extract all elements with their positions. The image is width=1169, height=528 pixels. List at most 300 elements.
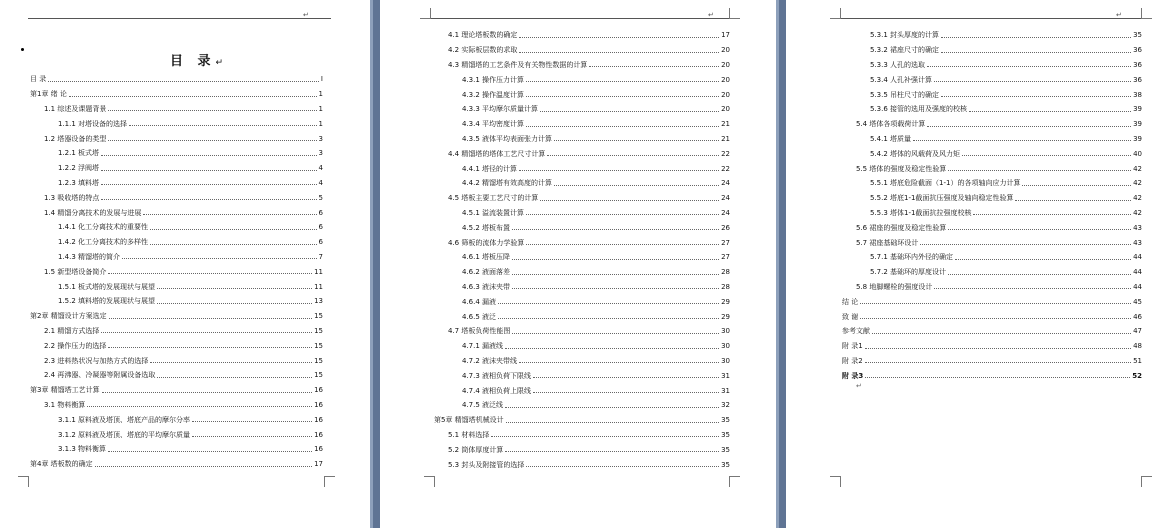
toc-entry-label: 第5章 精馏塔机械设计 [434, 416, 504, 425]
toc-entry[interactable] [30, 294, 323, 309]
toc-entry-label: 4.1 理论塔板数的确定 [448, 31, 518, 40]
toc-dot-leader [920, 244, 1131, 245]
toc-entry-label: 1.1 综述及课题背景 [44, 104, 107, 113]
toc-dot-leader [941, 52, 1131, 53]
toc-dot-leader [526, 81, 719, 82]
toc-dot-leader [948, 274, 1131, 275]
toc-dot-leader [150, 229, 316, 230]
toc-entry-label: 5.4.1 塔质量 [870, 134, 912, 143]
toc-entry-label: 5.7.2 基础环的厚度设计 [870, 268, 947, 277]
toc-entry-page-number: 52 [1132, 371, 1142, 380]
toc-dot-leader [101, 199, 316, 200]
toc-entry[interactable] [434, 250, 730, 265]
toc-dot-leader [948, 229, 1131, 230]
toc-entry-label: 4.7.5 液泛线 [462, 401, 504, 410]
toc-entry[interactable] [434, 117, 730, 132]
toc-dot-leader [192, 436, 312, 437]
toc-entry[interactable] [434, 220, 730, 235]
toc-entry[interactable] [30, 412, 323, 427]
toc-entry-label: 4.5.1 溢流装置计算 [462, 208, 525, 217]
toc-entry-label: 2.2 操作压力的选择 [44, 341, 107, 350]
toc-dot-leader [69, 96, 317, 97]
toc-dot-leader [519, 170, 719, 171]
toc-entry-label: 1.4.3 精馏塔的简介 [58, 252, 121, 261]
toc-entry[interactable] [434, 265, 730, 280]
toc-entry[interactable] [842, 368, 1142, 383]
toc-entry[interactable] [434, 457, 730, 472]
toc-entry[interactable] [30, 368, 323, 383]
toc-dot-leader [860, 303, 1131, 304]
toc-dot-leader [934, 81, 1131, 82]
toc-dot-leader [540, 111, 719, 112]
toc-entry[interactable] [842, 28, 1142, 43]
toc-entry-label: 1.3 吸收塔的特点 [44, 193, 100, 202]
toc-dot-leader [108, 140, 316, 141]
toc-dot-leader [948, 170, 1131, 171]
toc-entry-page-number: 36 [1133, 75, 1142, 84]
toc-entry-page-number: 7 [318, 252, 323, 261]
toc-dot-leader [505, 348, 719, 349]
toc-entry-label: 4.4.1 塔径的计算 [462, 164, 518, 173]
toc-dot-leader [87, 406, 312, 407]
toc-entry[interactable] [434, 428, 730, 443]
toc-entry[interactable] [434, 102, 730, 117]
toc-entry-page-number: 6 [318, 238, 323, 247]
toc-entry-page-number: 44 [1133, 253, 1142, 262]
toc-dot-leader [506, 422, 719, 423]
toc-entry-page-number: 29 [721, 312, 730, 321]
toc-dot-leader [519, 37, 719, 38]
toc-entry-label: 5.3.4 人孔补强计算 [870, 75, 933, 84]
toc-entry[interactable] [434, 398, 730, 413]
toc-dot-leader [150, 244, 316, 245]
toc-entry[interactable] [434, 354, 730, 369]
toc-entry-page-number: 44 [1133, 282, 1142, 291]
toc-entry[interactable] [30, 190, 323, 205]
toc-entry-label: 4.3.4 平均密度计算 [462, 120, 525, 129]
toc-entry[interactable] [434, 309, 730, 324]
toc-entry-page-number: 11 [314, 282, 323, 291]
toc-entry-page-number: 6 [318, 223, 323, 232]
toc-entry-label: 2.1 精馏方式选择 [44, 326, 100, 335]
toc-dot-leader [547, 155, 719, 156]
toc-heading [170, 50, 223, 69]
toc-entry[interactable] [842, 58, 1142, 73]
toc-entry[interactable] [30, 398, 323, 413]
toc-entry-page-number: 35 [1133, 31, 1142, 40]
toc-entry[interactable] [30, 72, 323, 87]
toc-entry-label: 4.4.2 精馏塔有效高度的计算 [462, 179, 553, 188]
toc-heading-text: 目 录 [170, 54, 216, 69]
toc-dot-leader [865, 377, 1130, 378]
toc-entry-label: 4.6.2 液面落差 [462, 268, 511, 277]
toc-entry-label: 3.1.1 原料液及塔顶、塔底产品的摩尔分率 [58, 415, 191, 424]
toc-dot-leader [526, 244, 719, 245]
toc-entry-label: 5.2 筒体厚度计算 [448, 445, 504, 454]
toc-entry-label: 1.1.1 对塔设备的选择 [58, 119, 128, 128]
toc-entry-label: 1.4.1 化工分离技术的重要性 [58, 223, 149, 232]
toc-entry-page-number: 13 [314, 297, 323, 306]
toc-entry-label: 5.5.1 塔底危险截面（1-1）的各项轴向应力计算 [870, 179, 1021, 188]
toc-entry[interactable] [434, 43, 730, 58]
toc-dot-leader [934, 288, 1131, 289]
toc-entry[interactable] [842, 324, 1142, 339]
toc-entry-page-number: 35 [721, 460, 730, 469]
toc-entry-page-number: 15 [314, 356, 323, 365]
toc-list-page-2 [434, 28, 730, 472]
toc-entry[interactable] [842, 117, 1142, 132]
toc-entry-page-number: 20 [721, 75, 730, 84]
toc-list-page-1 [30, 72, 323, 472]
toc-entry[interactable] [30, 235, 323, 250]
toc-entry-page-number: 43 [1133, 238, 1142, 247]
toc-entry-page-number: 36 [1133, 60, 1142, 69]
toc-entry-label: 5.1 材料选择 [448, 430, 490, 439]
margin-corner-top-left [420, 8, 431, 19]
toc-entry-label: 1.5.2 填料塔的发展现状与展望 [58, 297, 156, 306]
toc-entry-label: 1.2.3 填料塔 [58, 178, 100, 187]
toc-dot-leader [962, 155, 1131, 156]
toc-entry[interactable] [30, 264, 323, 279]
toc-entry[interactable] [30, 353, 323, 368]
toc-dot-leader [519, 362, 719, 363]
toc-entry-label: 4.3.3 平均摩尔质量计算 [462, 105, 539, 114]
toc-entry-page-number: 42 [1133, 208, 1142, 217]
toc-entry[interactable] [842, 191, 1142, 206]
toc-entry-label: 4.7.1 漏液线 [462, 342, 504, 351]
toc-entry[interactable] [434, 324, 730, 339]
toc-entry-page-number: 20 [721, 90, 730, 99]
toc-entry[interactable] [434, 280, 730, 295]
toc-entry-label: 5.3 封头及附接管的选择 [448, 460, 525, 469]
toc-entry[interactable] [30, 279, 323, 294]
toc-entry[interactable] [842, 161, 1142, 176]
toc-entry[interactable] [842, 43, 1142, 58]
toc-entry-page-number: 20 [721, 60, 730, 69]
toc-entry[interactable] [842, 280, 1142, 295]
toc-dot-leader [512, 333, 719, 334]
toc-dot-leader [969, 111, 1131, 112]
toc-entry-label: 4.4 精馏塔的塔体工艺尺寸计算 [448, 149, 546, 158]
toc-entry-label: 1.4.2 化工分离技术的多样性 [58, 238, 149, 247]
toc-entry-label: 参考文献 [842, 327, 870, 336]
toc-entry-page-number: 4 [318, 164, 323, 173]
toc-dot-leader [95, 466, 312, 467]
toc-entry-page-number: 43 [1133, 223, 1142, 232]
toc-entry-page-number: 16 [314, 386, 323, 395]
toc-entry-label: 1.2 塔器设备的类型 [44, 134, 107, 143]
toc-entry-page-number: 30 [721, 327, 730, 336]
toc-dot-leader [498, 303, 719, 304]
toc-dot-leader [101, 184, 316, 185]
toc-dot-leader [101, 155, 316, 156]
toc-entry[interactable] [842, 176, 1142, 191]
header-paragraph-mark: ↵ [1116, 11, 1122, 19]
toc-entry[interactable] [434, 58, 730, 73]
toc-dot-leader [941, 96, 1131, 97]
margin-corner-bottom-right [729, 476, 740, 487]
toc-dot-leader [512, 229, 719, 230]
toc-entry-page-number: 15 [314, 312, 323, 321]
toc-entry[interactable] [30, 146, 323, 161]
toc-entry-label: 5.6 裙座的强度及稳定性验算 [856, 223, 947, 232]
toc-entry-label: 3.1.2 原料液及塔顶、塔底的平均摩尔质量 [58, 430, 191, 439]
paragraph-mark: ↵ [215, 58, 224, 68]
toc-entry[interactable] [842, 72, 1142, 87]
toc-entry[interactable] [434, 191, 730, 206]
toc-entry[interactable] [30, 338, 323, 353]
toc-entry-page-number: 22 [721, 164, 730, 173]
toc-entry-label: 5.5 塔体的强度及稳定性验算 [856, 164, 947, 173]
toc-entry[interactable] [434, 206, 730, 221]
toc-entry-page-number: 26 [721, 223, 730, 232]
toc-entry-page-number: 32 [721, 401, 730, 410]
toc-entry-page-number: 45 [1133, 297, 1142, 306]
toc-entry-page-number: 20 [721, 105, 730, 114]
toc-entry[interactable] [434, 383, 730, 398]
toc-entry-page-number: 24 [721, 208, 730, 217]
toc-entry[interactable] [30, 87, 323, 102]
header-paragraph-mark: ↵ [303, 11, 309, 19]
toc-entry[interactable] [30, 442, 323, 457]
toc-entry-label: 2.3 进料热状况与加热方式的选择 [44, 356, 149, 365]
toc-entry[interactable] [434, 235, 730, 250]
toc-dot-leader [505, 451, 719, 452]
toc-entry[interactable] [30, 324, 323, 339]
toc-list-page-3 [842, 28, 1142, 383]
toc-entry-page-number: 11 [314, 267, 323, 276]
toc-entry-label: 致 谢 [842, 312, 859, 321]
toc-entry[interactable] [30, 102, 323, 117]
toc-entry-page-number: 22 [721, 149, 730, 158]
toc-entry-page-number: 28 [721, 268, 730, 277]
toc-entry[interactable] [842, 206, 1142, 221]
margin-corner-top-right [1141, 8, 1152, 19]
toc-entry-page-number: 36 [1133, 46, 1142, 55]
toc-entry-page-number: 39 [1133, 105, 1142, 114]
toc-entry-page-number: 38 [1133, 90, 1142, 99]
toc-dot-leader [102, 392, 312, 393]
toc-entry[interactable] [30, 383, 323, 398]
toc-dot-leader [526, 466, 719, 467]
toc-entry[interactable] [842, 146, 1142, 161]
toc-entry-label: 5.3.2 裙座尺寸的确定 [870, 46, 940, 55]
toc-entry[interactable] [434, 28, 730, 43]
toc-entry-label: 5.7 裙座基础环设计 [856, 238, 919, 247]
toc-dot-leader [109, 318, 312, 319]
toc-entry-label: 附 录3 [842, 371, 864, 380]
toc-entry-page-number: 39 [1133, 134, 1142, 143]
toc-dot-leader [913, 140, 1131, 141]
page-gap [370, 0, 380, 528]
toc-entry-label: 4.6 筛板的流体力学验算 [448, 238, 525, 247]
toc-entry-label: 4.6.1 塔板压降 [462, 253, 511, 262]
toc-entry-page-number: 35 [721, 416, 730, 425]
toc-entry-label: 4.3.2 操作温度计算 [462, 90, 525, 99]
toc-entry-label: 4.7.3 液相负荷下限线 [462, 371, 532, 380]
toc-entry-label: 4.2 实际板层数的求取 [448, 46, 518, 55]
toc-entry[interactable] [30, 131, 323, 146]
toc-entry[interactable] [842, 220, 1142, 235]
toc-entry[interactable] [842, 354, 1142, 369]
toc-entry-label: 1.5 新型塔设备简介 [44, 267, 107, 276]
toc-entry-page-number: 30 [721, 356, 730, 365]
toc-entry-label: 1.2.1 板式塔 [58, 149, 100, 158]
toc-entry-label: 目 录 [30, 75, 47, 84]
toc-entry[interactable] [30, 205, 323, 220]
toc-entry-page-number: 39 [1133, 120, 1142, 129]
toc-entry[interactable] [434, 339, 730, 354]
toc-entry-page-number: 21 [721, 134, 730, 143]
toc-entry-label: 5.7.1 基础环内外径的确定 [870, 253, 954, 262]
toc-entry-page-number: 31 [721, 371, 730, 380]
toc-entry-label: 2.4 再沸器、冷凝器等附属设备选取 [44, 371, 156, 380]
toc-entry[interactable] [842, 235, 1142, 250]
toc-entry-page-number: 27 [721, 253, 730, 262]
toc-entry-label: 4.7.2 液沫夹带线 [462, 356, 518, 365]
toc-entry-label: 4.6.3 液沫夹带 [462, 282, 511, 291]
end-paragraph-mark: ↵ [856, 382, 862, 390]
toc-entry[interactable] [842, 87, 1142, 102]
toc-entry[interactable] [30, 457, 323, 472]
margin-corner-bottom-left [18, 476, 29, 487]
toc-entry-page-number: 27 [721, 238, 730, 247]
toc-entry[interactable] [434, 72, 730, 87]
toc-entry[interactable] [842, 250, 1142, 265]
toc-entry[interactable] [30, 250, 323, 265]
toc-entry-label: 5.5.2 塔底1-1截面抗压强度及轴向稳定性验算 [870, 194, 1014, 203]
toc-entry[interactable] [434, 146, 730, 161]
toc-entry-page-number: 28 [721, 282, 730, 291]
margin-corner-bottom-left [830, 476, 841, 487]
toc-entry-label: 4.3.5 液体平均表面张力计算 [462, 134, 553, 143]
toc-dot-leader [973, 214, 1131, 215]
toc-entry-page-number: 1 [318, 90, 323, 99]
toc-dot-leader [512, 259, 719, 260]
toc-entry-label: 5.3.5 吊柱尺寸的确定 [870, 90, 940, 99]
toc-entry-label: 5.4.2 塔体的风载荷及风力矩 [870, 149, 961, 158]
toc-dot-leader [108, 110, 316, 111]
toc-dot-leader [554, 140, 719, 141]
toc-dot-leader [526, 126, 719, 127]
toc-entry-label: 第1章 绪 论 [30, 90, 67, 99]
toc-entry[interactable] [434, 294, 730, 309]
toc-dot-leader [101, 170, 316, 171]
toc-entry-label: 5.8 地脚螺栓的强度设计 [856, 282, 933, 291]
toc-entry-label: 1.5.1 板式塔的发展现状与展望 [58, 282, 156, 291]
toc-entry[interactable] [842, 339, 1142, 354]
margin-corner-top-right [729, 8, 740, 19]
toc-entry-label: 5.4 塔体各项载荷计算 [856, 120, 926, 129]
toc-dot-leader [192, 421, 312, 422]
toc-entry[interactable] [30, 176, 323, 191]
toc-entry-page-number: 40 [1133, 149, 1142, 158]
toc-entry-page-number: 21 [721, 120, 730, 129]
toc-entry[interactable] [434, 87, 730, 102]
toc-entry-page-number: 42 [1133, 179, 1142, 188]
toc-entry[interactable] [842, 309, 1142, 324]
toc-entry-page-number: 1 [318, 119, 323, 128]
toc-entry[interactable] [434, 442, 730, 457]
toc-entry-label: 第3章 精馏塔工艺计算 [30, 386, 100, 395]
toc-entry[interactable] [434, 132, 730, 147]
toc-dot-leader [927, 126, 1131, 127]
document-page-2 [380, 0, 776, 528]
toc-entry-page-number: 35 [721, 445, 730, 454]
header-rule [840, 18, 1143, 19]
toc-entry-label: 5.3.6 接管的选用及强度的校核 [870, 105, 968, 114]
toc-entry-page-number: I [320, 75, 323, 84]
toc-dot-leader [491, 436, 719, 437]
toc-entry-page-number: 48 [1133, 342, 1142, 351]
header-paragraph-mark: ↵ [708, 11, 714, 19]
toc-dot-leader [101, 332, 312, 333]
toc-entry-label: 1.4 精馏分离技术的发展与进展 [44, 208, 142, 217]
toc-entry-label: 4.7 塔板负荷性能图 [448, 327, 511, 336]
toc-entry[interactable] [842, 294, 1142, 309]
toc-entry[interactable] [30, 220, 323, 235]
toc-dot-leader [498, 318, 719, 319]
toc-dot-leader [955, 259, 1131, 260]
toc-entry[interactable] [30, 116, 323, 131]
toc-entry[interactable] [30, 161, 323, 176]
toc-entry[interactable] [842, 102, 1142, 117]
toc-dot-leader [512, 288, 719, 289]
toc-dot-leader [554, 185, 719, 186]
toc-entry[interactable] [434, 176, 730, 191]
toc-dot-leader [108, 451, 312, 452]
toc-entry[interactable] [434, 161, 730, 176]
toc-entry[interactable] [30, 309, 323, 324]
toc-entry-page-number: 35 [721, 430, 730, 439]
margin-corner-bottom-right [1141, 476, 1152, 487]
page-gap [776, 0, 786, 528]
toc-entry-label: 3.1.3 物料衡算 [58, 445, 107, 454]
toc-entry-page-number: 51 [1133, 356, 1142, 365]
toc-dot-leader [927, 66, 1131, 67]
toc-dot-leader [108, 273, 312, 274]
toc-dot-leader [519, 52, 719, 53]
toc-entry-page-number: 31 [721, 386, 730, 395]
toc-entry-page-number: 29 [721, 297, 730, 306]
margin-corner-bottom-left [424, 476, 435, 487]
toc-dot-leader [865, 362, 1131, 363]
toc-entry-page-number: 16 [314, 400, 323, 409]
toc-entry-page-number: 15 [314, 341, 323, 350]
toc-entry[interactable] [30, 427, 323, 442]
toc-entry-label: 4.6.4 漏液 [462, 297, 497, 306]
header-rule [28, 18, 331, 19]
toc-dot-leader [589, 66, 719, 67]
toc-entry-page-number: 15 [314, 371, 323, 380]
toc-entry-page-number: 46 [1133, 312, 1142, 321]
toc-dot-leader [157, 288, 312, 289]
toc-dot-leader [540, 200, 719, 201]
toc-entry[interactable] [842, 265, 1142, 280]
toc-entry-label: 附 录2 [842, 356, 863, 365]
toc-entry[interactable] [434, 368, 730, 383]
toc-entry[interactable] [842, 132, 1142, 147]
toc-entry-label: 5.3.3 人孔的选取 [870, 60, 926, 69]
toc-dot-leader [872, 333, 1131, 334]
toc-entry-page-number: 17 [721, 31, 730, 40]
toc-entry-label: 4.3.1 操作压力计算 [462, 75, 525, 84]
toc-entry-page-number: 16 [314, 430, 323, 439]
toc-dot-leader [526, 96, 719, 97]
toc-entry[interactable] [434, 413, 730, 428]
toc-dot-leader [533, 392, 719, 393]
toc-dot-leader [1022, 185, 1131, 186]
